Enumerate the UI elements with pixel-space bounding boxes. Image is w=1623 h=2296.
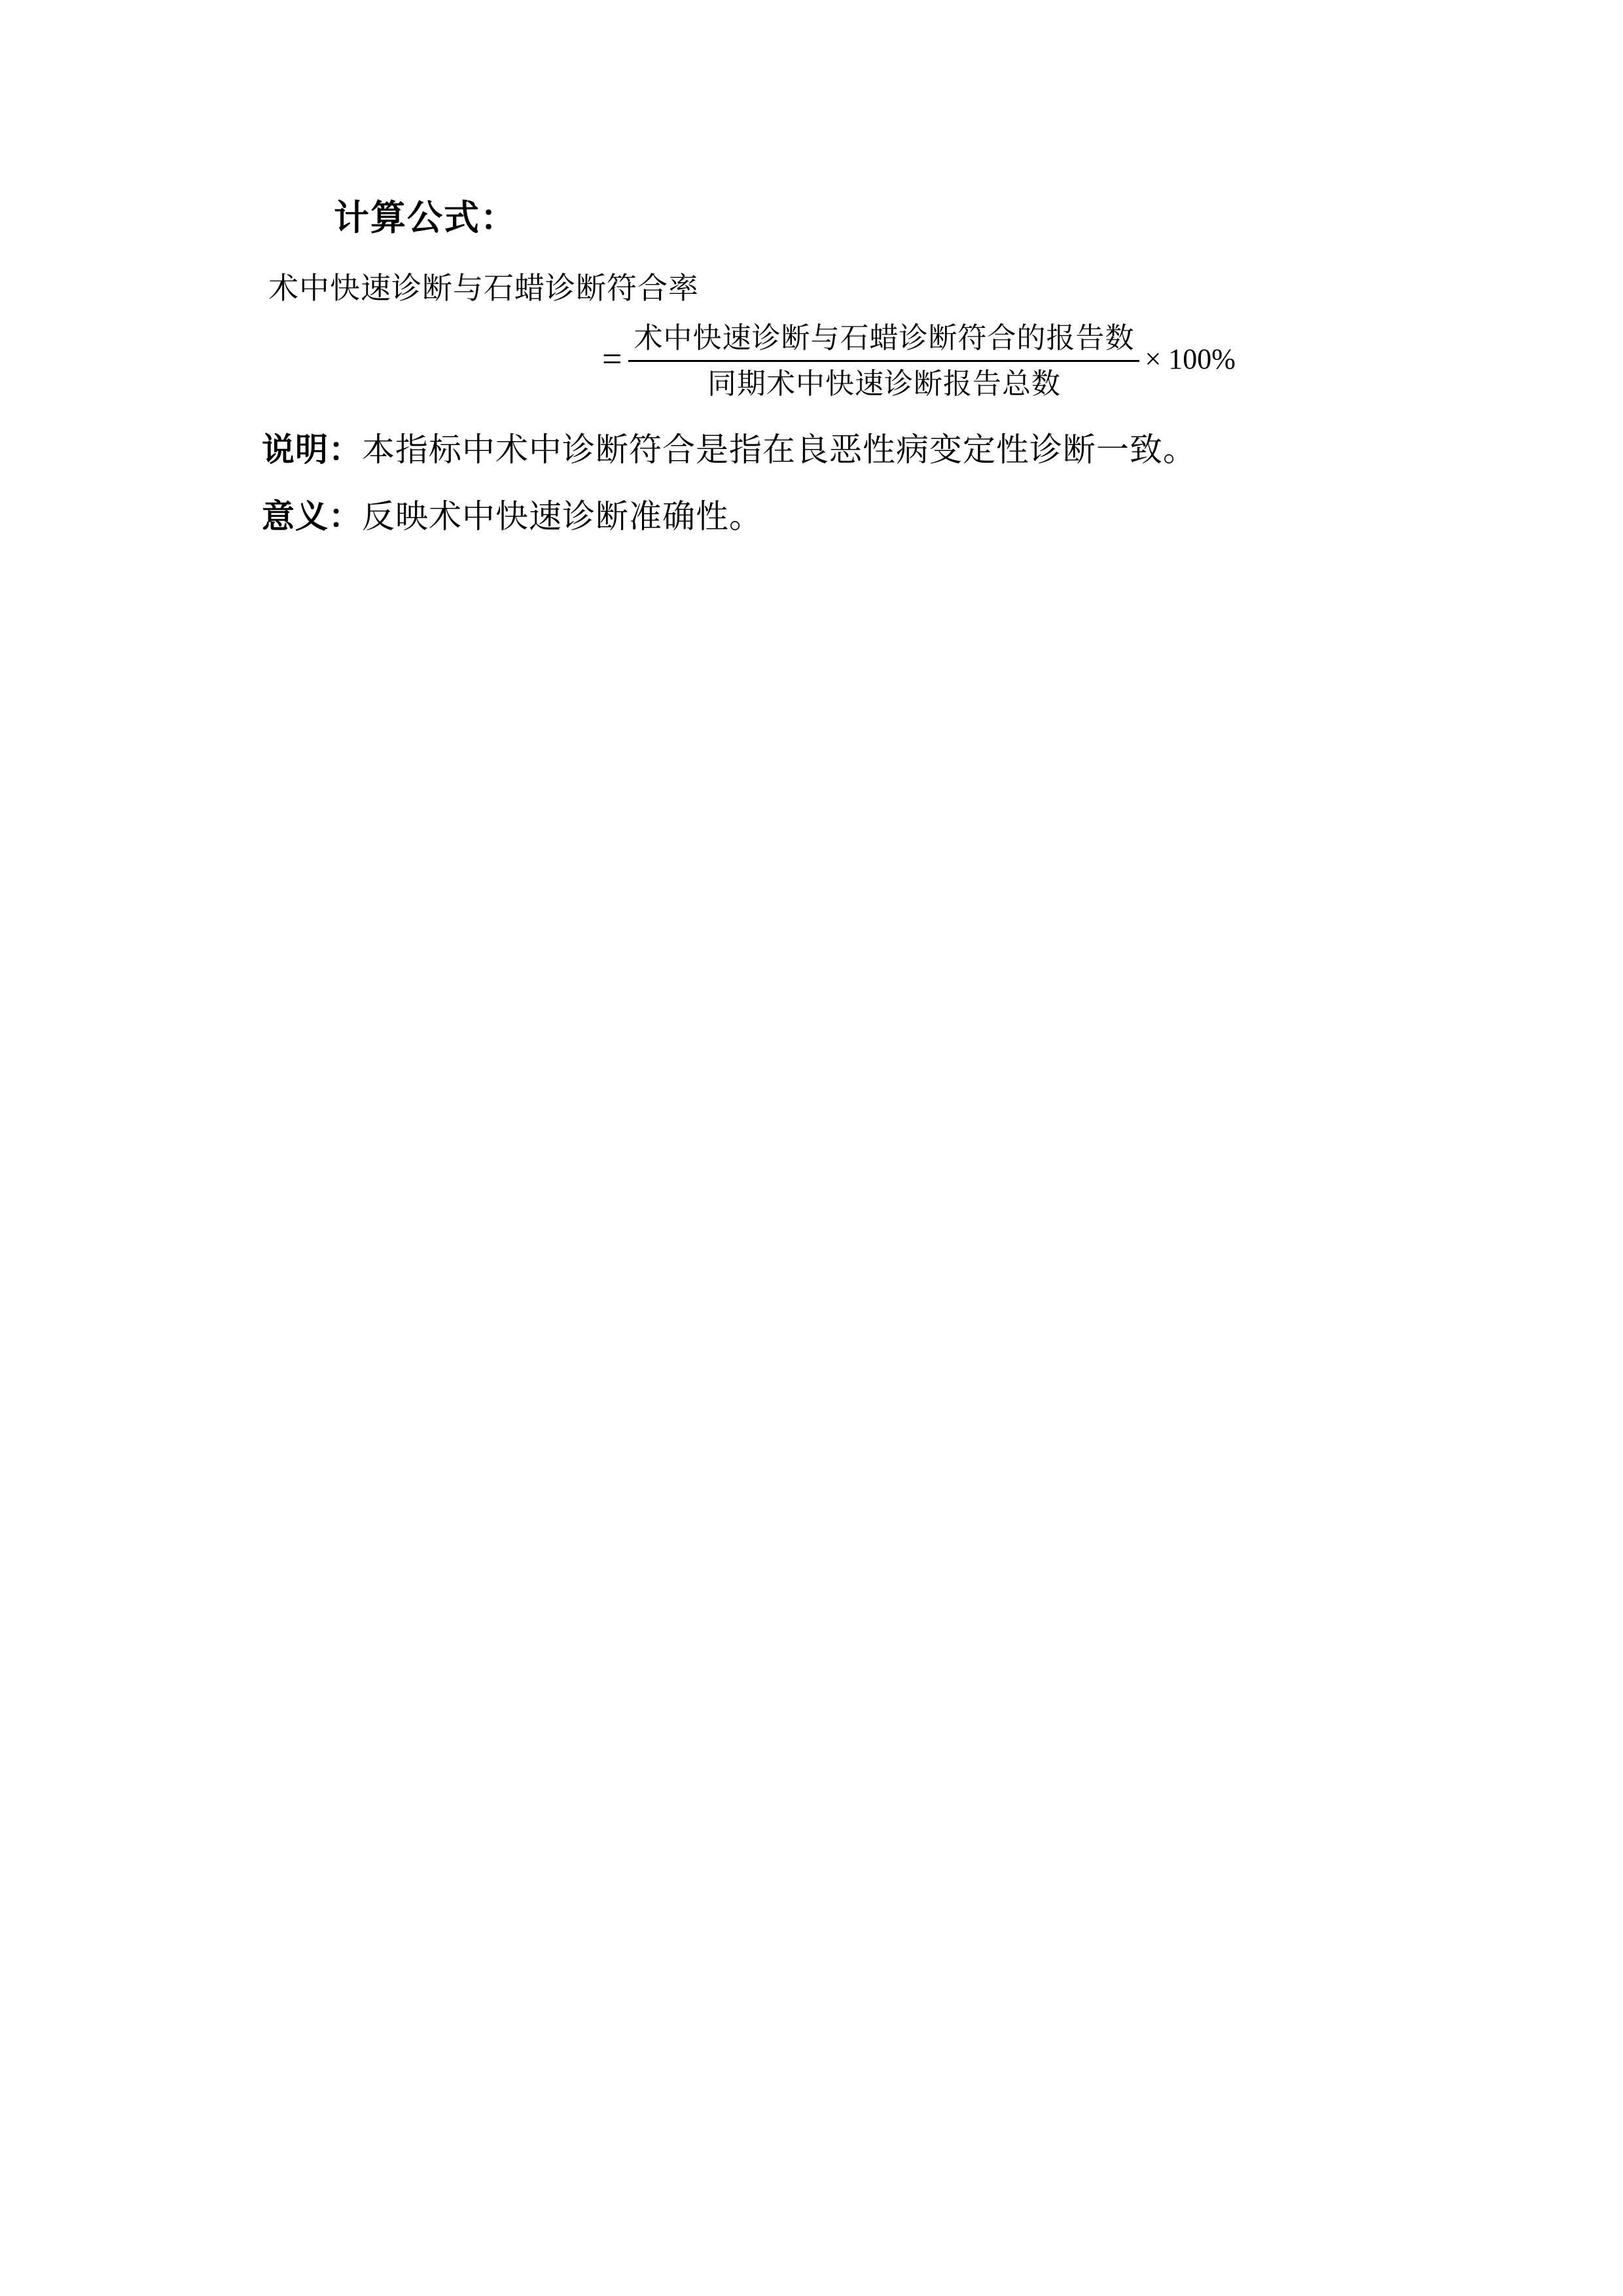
significance-text: 反映术中快速诊断准确性。 bbox=[362, 498, 762, 535]
note-label: 说明： bbox=[262, 429, 362, 469]
equals-sign: = bbox=[602, 339, 622, 379]
note-paragraph bbox=[196, 424, 1440, 476]
fraction-numerator: 术中快速诊断与石蜡诊断符合的报告数 bbox=[633, 321, 1135, 354]
formula-equation bbox=[602, 320, 1440, 402]
fraction bbox=[628, 320, 1139, 402]
significance-paragraph bbox=[196, 491, 1440, 543]
note-text: 本指标中术中诊断符合是指在良恶性病变定性诊断一致。 bbox=[362, 431, 1196, 468]
percent-multiplier: × 100% bbox=[1145, 343, 1236, 376]
fraction-denominator: 同期术中快速诊断报告总数 bbox=[707, 367, 1061, 400]
significance-label: 意义： bbox=[262, 497, 362, 536]
formula-name: 术中快速诊断与石蜡诊断符合率 bbox=[268, 271, 699, 305]
page-title: 计算公式： bbox=[334, 196, 517, 238]
document-body bbox=[196, 196, 1440, 543]
paragraph-spacer bbox=[196, 480, 1440, 491]
